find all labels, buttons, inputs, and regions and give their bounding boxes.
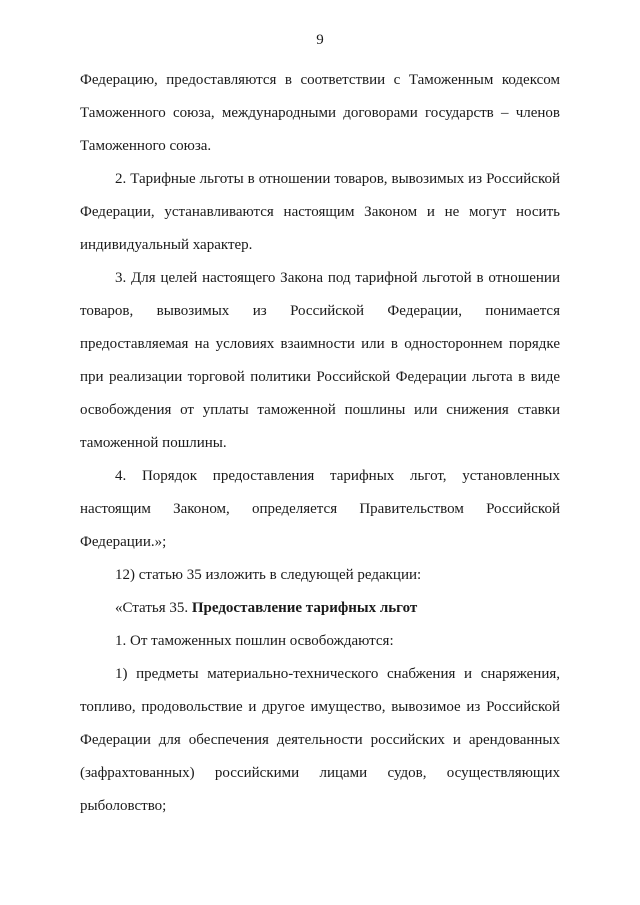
text-line: Таможенного союза, международными договорами государств – членов: [80, 105, 560, 121]
text-line: Федерации, устанавливаются настоящим Законом и не могут носить: [80, 204, 560, 220]
text-line: Таможенного союза.: [80, 138, 212, 154]
article-heading-prefix: «Статья 35.: [115, 600, 192, 616]
amendment-item-12: 12) статью 35 изложить в следующей редакции:: [115, 567, 422, 583]
paragraph-3-start: 3. Для целей настоящего Закона под тарифной льготой в отношении: [115, 270, 560, 286]
text-line: индивидуальный характер.: [80, 237, 253, 253]
paragraph-2-start: 2. Тарифные льготы в отношении товаров, вывозимых из Российской: [115, 171, 560, 187]
text-line: рыболовство;: [80, 798, 167, 814]
article-heading-title: Предоставление тарифных льгот: [191, 600, 418, 616]
text-line: товаров, вывозимых из Российской Федерации, понимается: [80, 303, 560, 319]
document-body: [80, 64, 560, 823]
paragraph-4-start: 4. Порядок предоставления тарифных льгот, установленных: [115, 468, 560, 484]
text-line: предоставляемая на условиях взаимности или в одностороннем порядке: [80, 336, 560, 352]
text-line: Федерацию, предоставляются в соответствии с Таможенным кодексом: [80, 72, 560, 88]
page-number: 9: [316, 32, 324, 48]
subclause-1-start: 1) предметы материально-технического снабжения и снаряжения,: [115, 666, 560, 682]
text-line: (зафрахтованных) российскими лицами судов, осуществляющих: [80, 765, 560, 781]
text-line: при реализации торговой политики Российской Федерации льгота в виде: [80, 369, 560, 385]
article-heading: [80, 592, 560, 625]
text-line: топливо, продовольствие и другое имущество, вывозимое из Российской: [80, 699, 560, 715]
text-line: таможенной пошлины.: [80, 435, 227, 451]
text-line: настоящим Законом, определяется Правительством Российской: [80, 501, 560, 517]
text-line: Федерации для обеспечения деятельности российских и арендованных: [80, 732, 560, 748]
text-line: Федерации.»;: [80, 534, 167, 550]
article-clause-1: 1. От таможенных пошлин освобождаются:: [115, 633, 394, 649]
text-line: освобождения от уплаты таможенной пошлины или снижения ставки: [80, 402, 560, 418]
